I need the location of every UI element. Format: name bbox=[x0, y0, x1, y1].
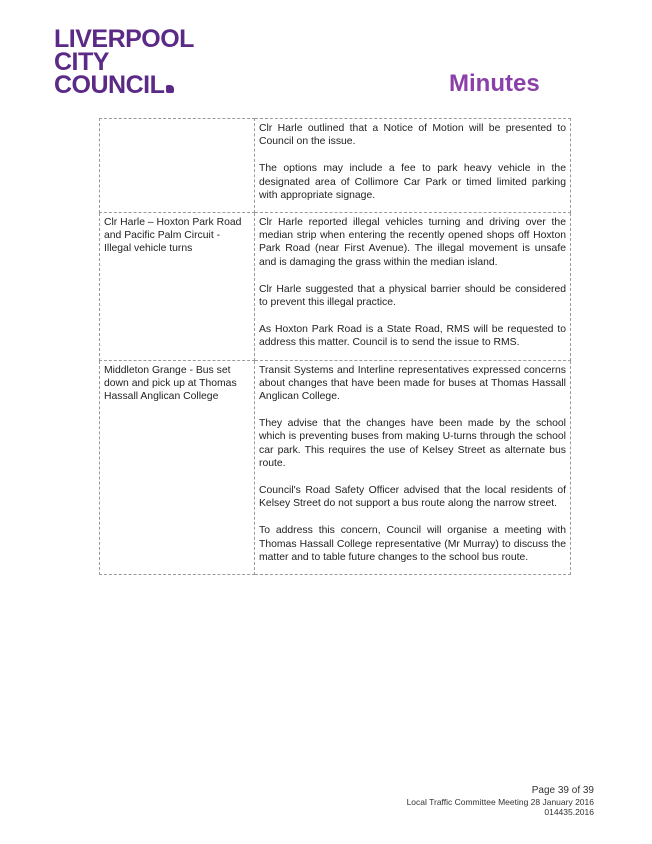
topic-cell bbox=[100, 119, 255, 213]
discussion-cell bbox=[255, 360, 571, 574]
council-logo bbox=[54, 25, 194, 99]
discussion-paragraph: Transit Systems and Interline representatives expressed concerns about changes that have been made for buses at Thomas Hassall Anglican College. bbox=[259, 364, 566, 403]
minutes-table-body bbox=[100, 119, 571, 575]
discussion-paragraph: Clr Harle outlined that a Notice of Motion will be presented to Council on the issue. bbox=[259, 123, 566, 148]
logo-line-3-wrapper bbox=[54, 71, 194, 99]
logo-line-3: COUNCIL bbox=[54, 71, 165, 99]
discussion-paragraph: They advise that the changes have been made by the school which is preventing buses from making U-turns through the school car park. This requires the use of Kelsey Street as alternate bus route. bbox=[259, 418, 566, 469]
minutes-row bbox=[100, 213, 571, 361]
document-reference: 014435.2016 bbox=[544, 807, 594, 817]
logo-mark-icon bbox=[166, 85, 174, 93]
discussion-cell bbox=[255, 213, 571, 361]
discussion-paragraph: Council's Road Safety Officer advised that the local residents of Kelsey Street do not support a bus route along the narrow street. bbox=[259, 485, 566, 510]
discussion-cell bbox=[255, 119, 571, 213]
minutes-table bbox=[99, 118, 571, 575]
minutes-row bbox=[100, 360, 571, 574]
document-title: Minutes bbox=[449, 70, 540, 97]
topic-cell: Clr Harle – Hoxton Park Road and Pacific Palm Circuit - Illegal vehicle turns bbox=[100, 213, 255, 361]
minutes-row bbox=[100, 119, 571, 213]
logo-line-1: LIVERPOOL bbox=[54, 25, 194, 53]
discussion-paragraph: Clr Harle reported illegal vehicles turning and driving over the median strip when entering the recently opened shops off Hoxton Park Road (near First Avenue). The illegal movement is unsafe and is damaging the grass within the median island. bbox=[259, 217, 566, 268]
topic-cell: Middleton Grange - Bus set down and pick up at Thomas Hassall Anglican College bbox=[100, 360, 255, 574]
discussion-paragraph: To address this concern, Council will organise a meeting with Thomas Hassall College representative (Mr Murray) to discuss the matter and to table future changes to the school bus route. bbox=[259, 525, 566, 563]
logo-line-2: CITY bbox=[54, 48, 109, 76]
page-footer bbox=[407, 786, 594, 817]
discussion-paragraph: As Hoxton Park Road is a State Road, RMS will be requested to address this matter. Council is to send the issue to RMS. bbox=[259, 324, 566, 349]
page-number: Page 39 of 39 bbox=[531, 785, 594, 796]
meeting-name: Local Traffic Committee Meeting 28 January 2016 bbox=[406, 797, 594, 807]
discussion-paragraph: The options may include a fee to park heavy vehicle in the designated area of Collimore Car Park or timed limited parking with appropriate signage. bbox=[259, 163, 566, 201]
discussion-paragraph: Clr Harle suggested that a physical barrier should be considered to prevent this illegal practice. bbox=[259, 283, 566, 309]
